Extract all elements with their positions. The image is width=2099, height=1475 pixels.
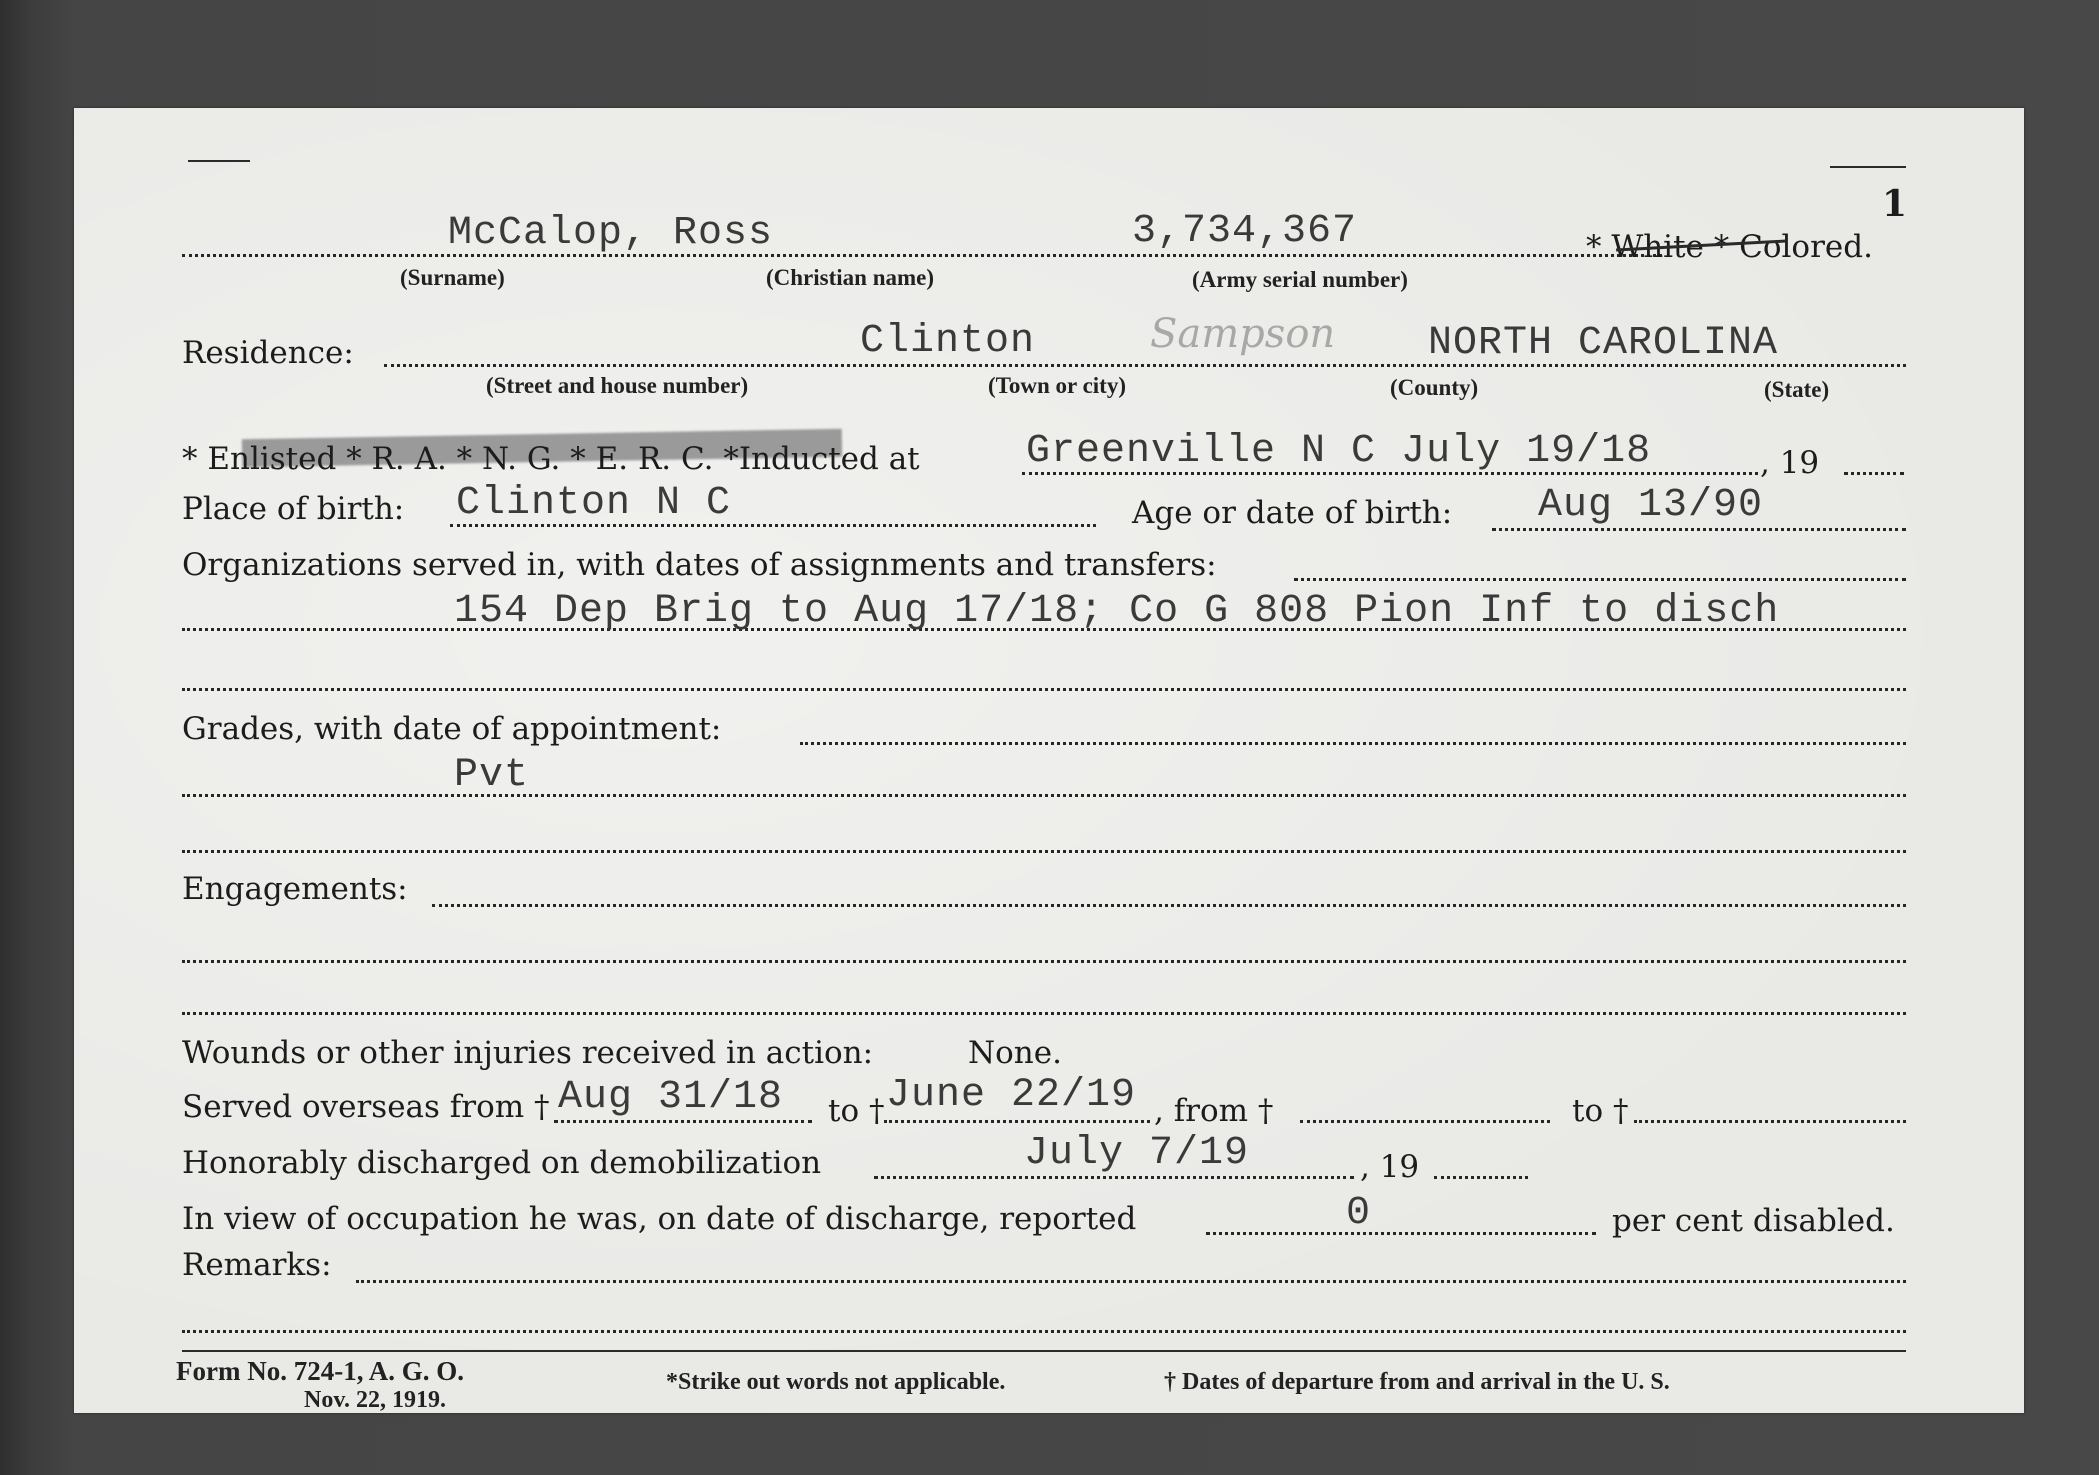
- wounds-value: None.: [968, 1035, 1062, 1071]
- footer-rule: [182, 1350, 1906, 1352]
- grades-line-1: [800, 742, 1906, 745]
- town-value: Clinton: [860, 319, 1036, 364]
- discharged-year-line: [1434, 1176, 1528, 1179]
- overseas-to2-label: to †: [1572, 1093, 1629, 1129]
- discharged-line: [874, 1176, 1354, 1179]
- occupation-label: In view of occupation he was, on date of discharge, reported: [182, 1201, 1137, 1237]
- disabled-suffix: per cent disabled.: [1612, 1203, 1895, 1239]
- discharged-year-suffix: , 19: [1360, 1149, 1420, 1185]
- residence-label: Residence:: [182, 335, 354, 371]
- remarks-line-2: [182, 1330, 1906, 1333]
- remarks-label: Remarks:: [182, 1247, 332, 1283]
- inducted-year-suffix: , 19: [1760, 445, 1820, 481]
- race-options: * White * Colored.: [1586, 229, 1873, 265]
- overseas-from-line: [554, 1120, 812, 1123]
- birthdate-label: Age or date of birth:: [1132, 495, 1453, 531]
- overseas-to-value: June 22/19: [886, 1073, 1137, 1118]
- engagements-line-1: [432, 904, 1906, 907]
- grades-label: Grades, with date of appointment:: [182, 711, 722, 747]
- form-number: Form No. 724-1, A. G. O.: [176, 1356, 464, 1386]
- organizations-value: 154 Dep Brig to Aug 17/18; Co G 808 Pion Inf to disch: [454, 589, 1780, 634]
- state-value: NORTH CAROLINA: [1428, 321, 1779, 366]
- surname-hint: (Surname): [400, 265, 505, 290]
- overseas-from-value: Aug 31/18: [558, 1075, 784, 1120]
- organizations-label: Organizations served in, with dates of assignments and transfers:: [182, 547, 1217, 583]
- overseas-to-line: [884, 1120, 1150, 1123]
- organizations-line-3: [182, 688, 1906, 691]
- name-line: [182, 254, 1662, 257]
- inducted-year-line: [1844, 472, 1904, 475]
- service-record-card: [74, 108, 2024, 1413]
- town-hint: (Town or city): [988, 373, 1126, 398]
- grades-line-3: [182, 850, 1906, 853]
- state-hint: (State): [1764, 377, 1830, 402]
- inducted-label: * Enlisted * R. A. * N. G. * E. R. C. *Inducted at: [182, 441, 920, 477]
- birthdate-value: Aug 13/90: [1538, 483, 1764, 528]
- birthplace-value: Clinton N C: [456, 481, 732, 526]
- corner-mark-right: [1830, 166, 1906, 168]
- inducted-value: Greenville N C July 19/18: [1026, 429, 1652, 474]
- overseas-label: Served overseas from †: [182, 1089, 550, 1125]
- corner-mark-left: [188, 160, 250, 162]
- county-value: Sampson: [1150, 311, 1336, 357]
- disabled-percent-value: 0: [1346, 1191, 1372, 1236]
- grade-value: Pvt: [454, 753, 530, 798]
- overseas-from2-line: [1300, 1120, 1550, 1123]
- engagements-label: Engagements:: [182, 871, 408, 907]
- overseas-to-label: to †: [828, 1093, 885, 1129]
- overseas-to2-line: [1634, 1120, 1906, 1123]
- serial-hint: (Army serial number): [1192, 267, 1408, 292]
- organizations-line-1: [1294, 578, 1906, 581]
- name-value: McCalop, Ross: [448, 211, 774, 256]
- christian-name-hint: (Christian name): [766, 265, 935, 290]
- grades-line-2: [182, 794, 1906, 797]
- overseas-from2-label: , from †: [1154, 1093, 1274, 1129]
- discharged-label: Honorably discharged on demobilization: [182, 1145, 822, 1181]
- disabled-line: [1206, 1232, 1596, 1235]
- dates-note: † Dates of departure from and arrival in the U. S.: [1164, 1369, 1670, 1395]
- engagements-line-3: [182, 1012, 1906, 1015]
- card-number: 1: [1882, 183, 1908, 225]
- birthplace-label: Place of birth:: [182, 491, 405, 527]
- discharged-value: July 7/19: [1024, 1131, 1250, 1176]
- strike-note: *Strike out words not applicable.: [666, 1369, 1006, 1395]
- wounds-label: Wounds or other injuries received in action:: [182, 1035, 874, 1071]
- form-date: Nov. 22, 1919.: [304, 1387, 447, 1413]
- street-hint: (Street and house number): [486, 373, 749, 398]
- county-hint: (County): [1390, 375, 1479, 400]
- remarks-line-1: [356, 1280, 1906, 1283]
- birthdate-line: [1492, 528, 1906, 531]
- serial-value: 3,734,367: [1132, 209, 1358, 254]
- engagements-line-2: [182, 960, 1906, 963]
